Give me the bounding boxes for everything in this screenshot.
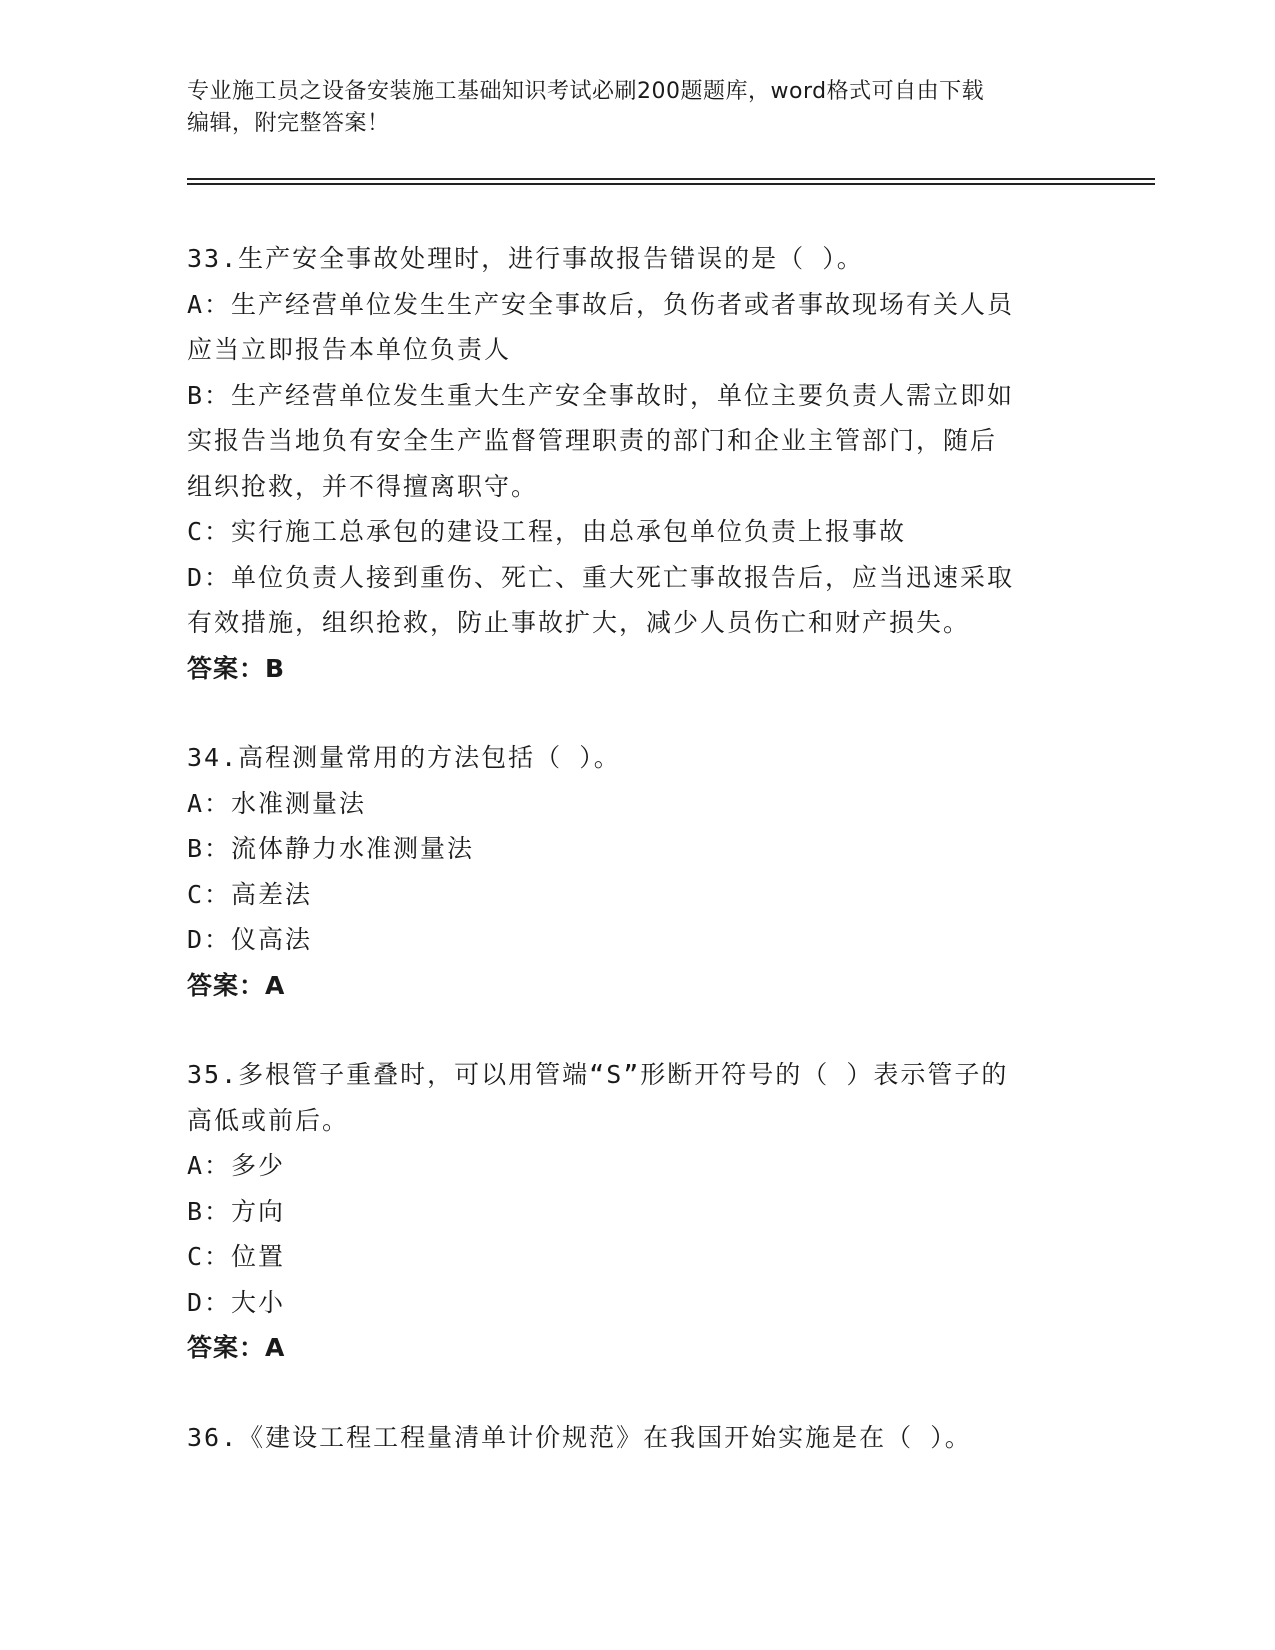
option-line: B：生产经营单位发生重大生产安全事故时，单位主要负责人需立即如 (187, 380, 1015, 410)
question-spacer (187, 1371, 1087, 1415)
question-list (187, 236, 1087, 1460)
question-4 (187, 1415, 1087, 1461)
option-line: C：位置 (187, 1242, 286, 1271)
header-line-1: 专业施工员之设备安装施工基础知识考试必刷200题题库，word格式可自由下载 (187, 79, 985, 104)
option-line: B：流体静力水准测量法 (187, 834, 475, 863)
question-spacer (187, 1008, 1087, 1052)
answer-label: 答案：A (187, 970, 286, 1000)
question-1 (187, 236, 1087, 691)
document-header (187, 76, 1087, 140)
option-line: D：仪高法 (187, 925, 313, 954)
question-stem: 36.《建设工程工程量清单计价规范》在我国开始实施是在（ ）。 (187, 1422, 972, 1452)
option-line: C：实行施工总承包的建设工程，由总承包单位负责上报事故 (187, 517, 907, 546)
header-divider-bottom (187, 183, 1155, 185)
question-spacer (187, 691, 1087, 735)
option-line: 有效措施，组织抢救，防止事故扩大，减少人员伤亡和财产损失。 (187, 608, 971, 637)
option-line: C：高差法 (187, 879, 313, 909)
option-line: A：多少 (187, 1151, 286, 1180)
question-3 (187, 1052, 1087, 1371)
option-line: B：方向 (187, 1196, 286, 1226)
header-divider-top (187, 178, 1155, 180)
header-line-2: 编辑，附完整答案！ (187, 111, 390, 136)
answer-label: 答案：B (187, 653, 286, 683)
option-line: 组织抢救，并不得擅离职守。 (187, 471, 539, 501)
question-stem: 34.高程测量常用的方法包括（ ）。 (187, 743, 621, 772)
option-line: A：生产经营单位发生生产安全事故后，负伤者或者事故现场有关人员 (187, 289, 1015, 319)
option-line: A：水准测量法 (187, 788, 367, 818)
option-line: 应当立即报告本单位负责人 (187, 335, 512, 364)
question-stem: 35.多根管子重叠时，可以用管端“S”形断开符号的（ ）表示管子的 (187, 1060, 1009, 1089)
question-stem: 高低或前后。 (187, 1105, 350, 1135)
option-line: 实报告当地负有安全生产监督管理职责的部门和企业主管部门，随后 (187, 426, 998, 455)
answer-label: 答案：A (187, 1333, 286, 1362)
question-stem: 33.生产安全事故处理时，进行事故报告错误的是（ ）。 (187, 244, 864, 273)
option-line: D：大小 (187, 1287, 286, 1317)
question-2 (187, 735, 1087, 1008)
option-line: D：单位负责人接到重伤、死亡、重大死亡事故报告后，应当迅速采取 (187, 562, 1015, 592)
